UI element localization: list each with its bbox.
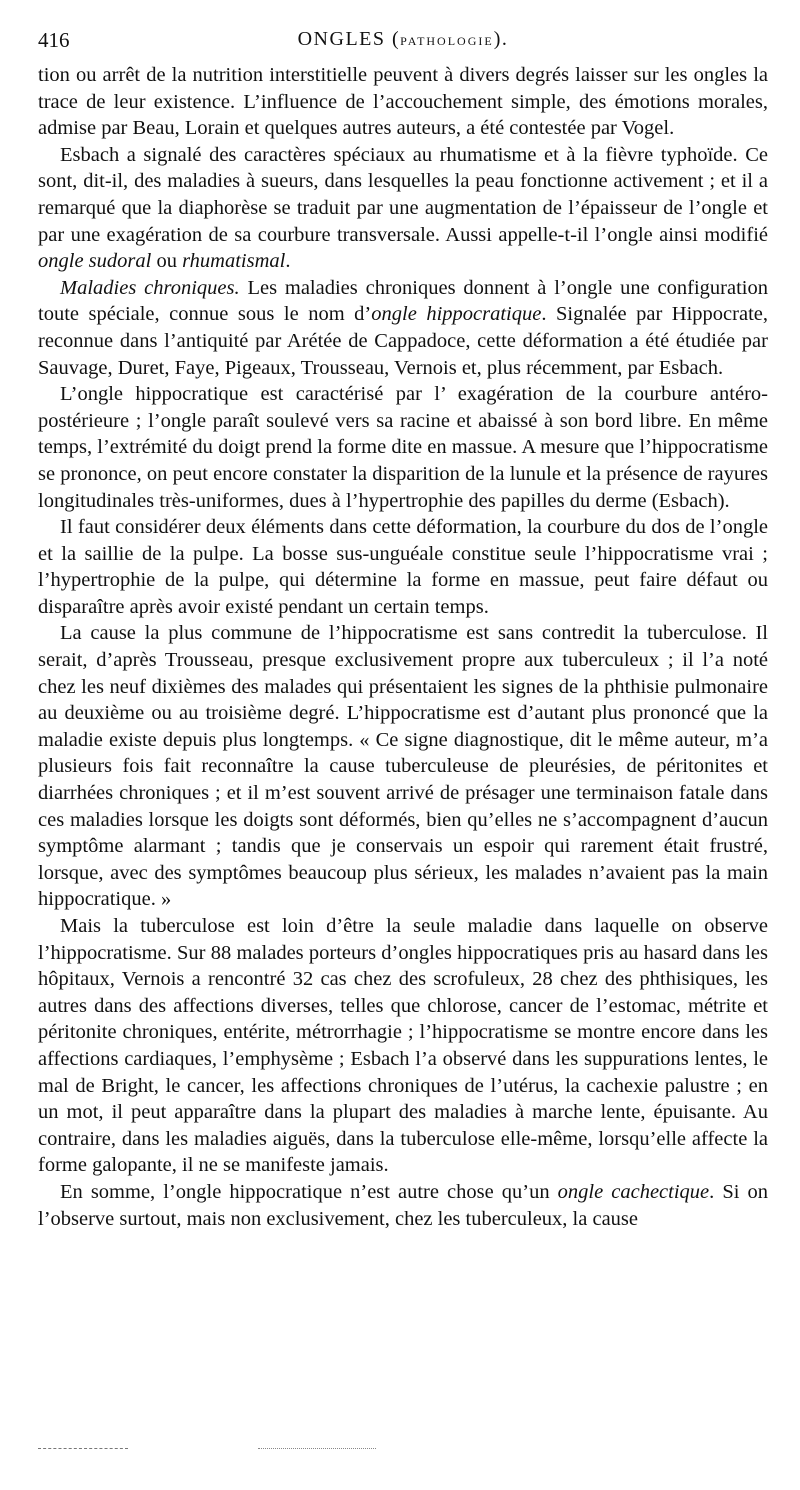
paragraph-1: tion ou arrêt de la nutrition interstitielle peuvent à divers degrés laisser sur les ongles la trace de leur existence. L’influence de l’accouchement simple, des émotions morales, admise par Beau, Lorain et quelques autres auteurs, a été contestée par Vogel.: [38, 64, 768, 140]
paragraph-6: La cause la plus commune de l’hippocratisme est sans contredit la tuberculose. Il serait, d’après Trousseau, presque exclusivement propre aux tuberculeux ; il l’a noté chez les neuf dixièmes des malades qui présentaient les signes de la phthisie pulmonaire au deuxième ou au troisième degré. L’hippocratisme est d’autant plus prononcé que la maladie existe depuis plus longtemps. « Ce signe diagnostique, dit le même auteur, m’a plusieurs fois fait reconnaître la cause tuberculeuse de pleurésies, de péritonites et diarrhées chroniques ; et il m’est souvent arrivé de présager une terminaison fatale dans ces maladies lorsque les doigts sont déformés, bien qu’elles ne s’accompagnent d’aucun symptôme alarmant ; tandis que je conservais un espoir qui rarement était frustré, lorsque, avec des symptômes beaucoup plus sérieux, les malades n’avaient pas la main hippocratique. »: [38, 622, 768, 911]
paragraph-2-text-before: Esbach a signalé des caractères spéciaux au rhumatisme et à la fièvre typhoïde. Ce sont, dit-il, des maladies à sueurs, dans lesquelles la peau fonctionne activement ; et il a remarqué que la diaphorèse se traduit par une augmentation de l’épaisseur de l’ongle et par une exagération de sa courbure transversale. Aussi appelle-t-il l’ongle ainsi modifié: [38, 143, 768, 246]
paragraph-8: [38, 1179, 768, 1232]
term-rhumatismal: rhumatismal: [182, 250, 286, 273]
paragraph-8-text-after: . Si on l’observe surtout, mais non exclusivement, chez les tuberculeux, la cause: [38, 1180, 768, 1230]
paragraph-3: [38, 275, 768, 381]
term-ongle-sudoral: ongle sudoral: [38, 250, 152, 273]
page-header: [38, 26, 768, 62]
paragraph-3-text-after: . Signalée par Hippocrate, reconnue dans l’antiquité par Arétée de Cappadoce, cette déformation a été étudiée par Sauvage, Duret, Faye, Pigeaux, Trousseau, Vernois et, plus récemment, par Esbach.: [38, 303, 768, 379]
paragraph-2: [38, 142, 768, 275]
running-head-close: ).: [493, 28, 509, 50]
paragraph-2-middle: ou: [151, 250, 183, 273]
paragraph-8-text-before: En somme, l’ongle hippocratique n’est autre chose qu’un: [60, 1180, 558, 1203]
running-head-title: ONGLES (: [297, 28, 401, 50]
running-head: [38, 28, 768, 51]
footer-rule-center: [258, 1448, 376, 1450]
paragraph-3-text-before: Les maladies chroniques donnent à l’ongle une configuration toute spéciale, connue sous le nom d’: [38, 276, 768, 326]
book-page: [38, 26, 768, 1232]
page-number: 416: [38, 28, 70, 52]
body-text: [38, 62, 768, 1232]
term-ongle-hippocratique: ongle hippocratique: [371, 303, 542, 326]
footer-rule-left: [38, 1448, 128, 1450]
section-lead-maladies-chroniques: Maladies chroniques.: [60, 276, 240, 299]
term-ongle-cachectique: ongle cachectique: [557, 1180, 710, 1203]
paragraph-5: Il faut considérer deux éléments dans cette déformation, la courbure du dos de l’ongle et la saillie de la pulpe. La bosse sus-unguéale constitue seule l’hippocratisme vrai ; l’hypertrophie de la pulpe, qui détermine la forme en massue, peut faire défaut ou disparaître après avoir existé pendant un certain temps.: [38, 516, 768, 618]
running-head-subtitle: PATHOLOGIE: [400, 34, 494, 48]
paragraph-7: Mais la tuberculose est loin d’être la seule maladie dans laquelle on observe l’hippocratisme. Sur 88 malades porteurs d’ongles hippocratiques pris au hasard dans les hôpitaux, Vernois a rencontré 32 cas chez des scrofuleux, 28 chez des phthisiques, les autres dans des affections diverses, telles que chlorose, cancer de l’estomac, métrite et péritonite chroniques, entérite, métrorrhagie ; l’hippocratisme se montre encore dans les affections cardiaques, l’emphysème ; Esbach l’a observé dans les suppurations lentes, le mal de Bright, le cancer, les affections chroniques de l’utérus, la cachexie palustre ; en un mot, il peut apparaître dans la plupart des maladies à marche lente, épuisante. Au contraire, dans les maladies aiguës, dans la tuberculose elle-même, lorsqu’elle affecte la forme galopante, il ne se manifeste jamais.: [38, 915, 768, 1177]
paragraph-2-text-after: .: [285, 250, 291, 273]
paragraph-4: L’ongle hippocratique est caractérisé par l’ exagération de la courbure antéro-postérieure ; l’ongle paraît soulevé vers sa racine et abaissé à son bord libre. En même temps, l’extrémité du doigt prend la forme dite en massue. A mesure que l’hippocratisme se prononce, on peut encore constater la disparition de la lunule et la présence de rayures longitudinales très-uniformes, dues à l’hypertrophie des papilles du derme (Esbach).: [38, 383, 768, 512]
